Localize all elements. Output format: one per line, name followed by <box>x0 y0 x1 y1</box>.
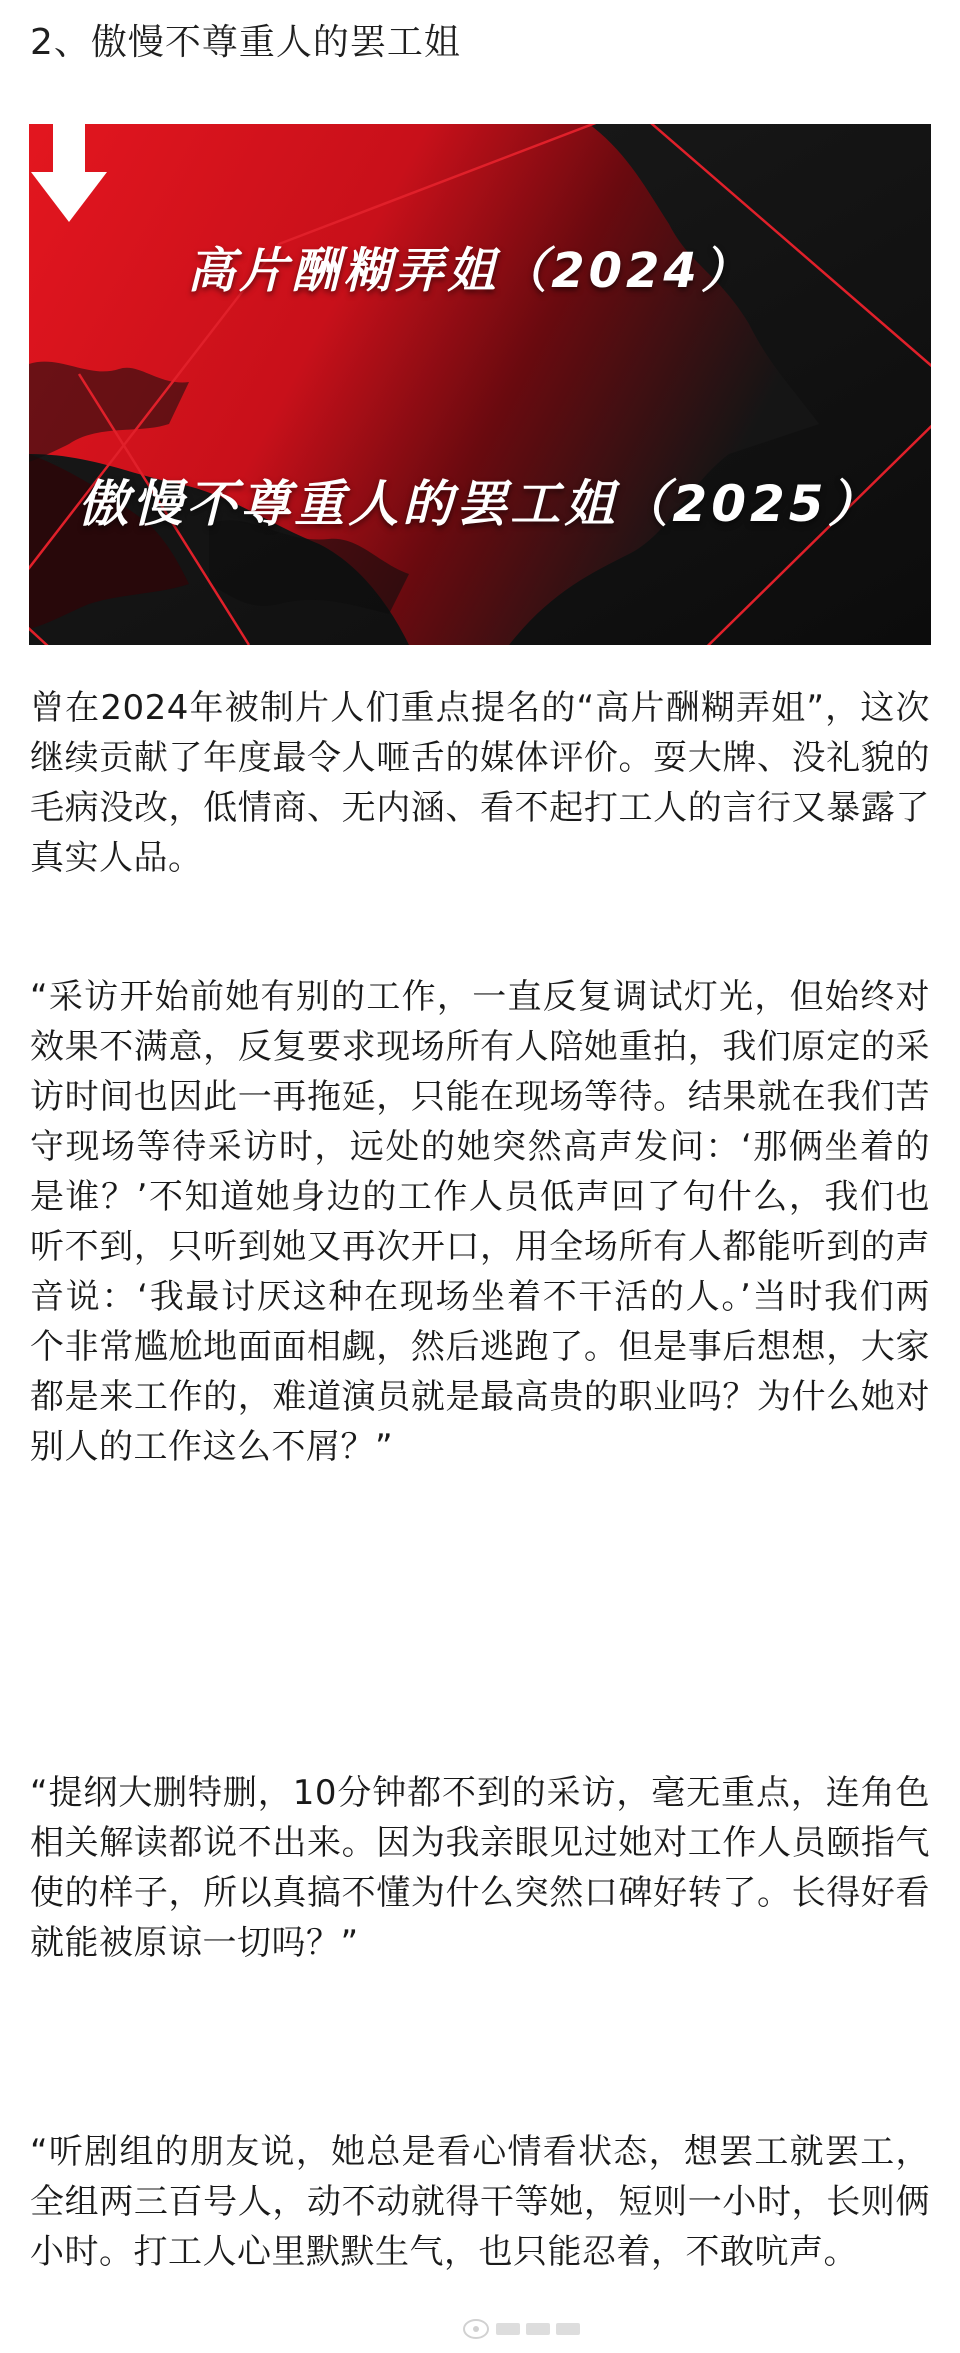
down-arrow-icon <box>29 124 109 224</box>
banner-title-bottom: 傲慢不尊重人的罢工姐（2025） <box>78 475 882 533</box>
paragraph-quote-1: “采访开始前她有别的工作，一直反复调试灯光，但始终对效果不满意，反复要求现场所有人陪她重拍，我们原定的采访时间也因此一再拖延，只能在现场等待。结果就在我们苦守现场等待采访时，远处的她突然高声发问：‘那俩坐着的是谁？’不知道她身边的工作人员低声回了句什么，我们也听不到，只听到她又再次开口，用全场所有人都能听到的声音说：‘我最讨厌这种在现场坐着不干活的人。’当时我们两个非常尴尬地面面相觑，然后逃跑了。但是事后想想，大家都是来工作的，难道演员就是最高贵的职业吗？为什么她对别人的工作这么不屑？” <box>30 977 930 1467</box>
banner-image <box>29 124 931 645</box>
paragraph-quote-3: “听剧组的朋友说，她总是看心情看状态，想罢工就罢工，全组两三百号人，动不动就得干等她，短则一小时，长则俩小时。打工人心里默默生气，也只能忍着，不敢吭声。 <box>30 2132 930 2272</box>
paragraph-intro: 曾在2024年被制片人们重点提名的“高片酬糊弄姐”，这次继续贡献了年度最令人咂舌的媒体评价。耍大牌、没礼貌的毛病没改，低情商、无内涵、看不起打工人的言行又暴露了真实人品。 <box>30 688 930 878</box>
banner-title-top: 高片酬糊弄姐（2024） <box>187 243 753 299</box>
paragraph-quote-2: “提纲大删特删，10分钟都不到的采访，毫无重点，连角色相关解读都说不出来。因为我亲眼见过她对工作人员颐指气使的样子，所以真搞不懂为什么突然口碑好转了。长得好看就能被原谅一切吗？” <box>30 1773 930 1963</box>
watermark-logo-icon <box>462 2314 602 2344</box>
banner-background <box>29 124 931 645</box>
section-heading: 2、傲慢不尊重人的罢工姐 <box>30 22 461 63</box>
